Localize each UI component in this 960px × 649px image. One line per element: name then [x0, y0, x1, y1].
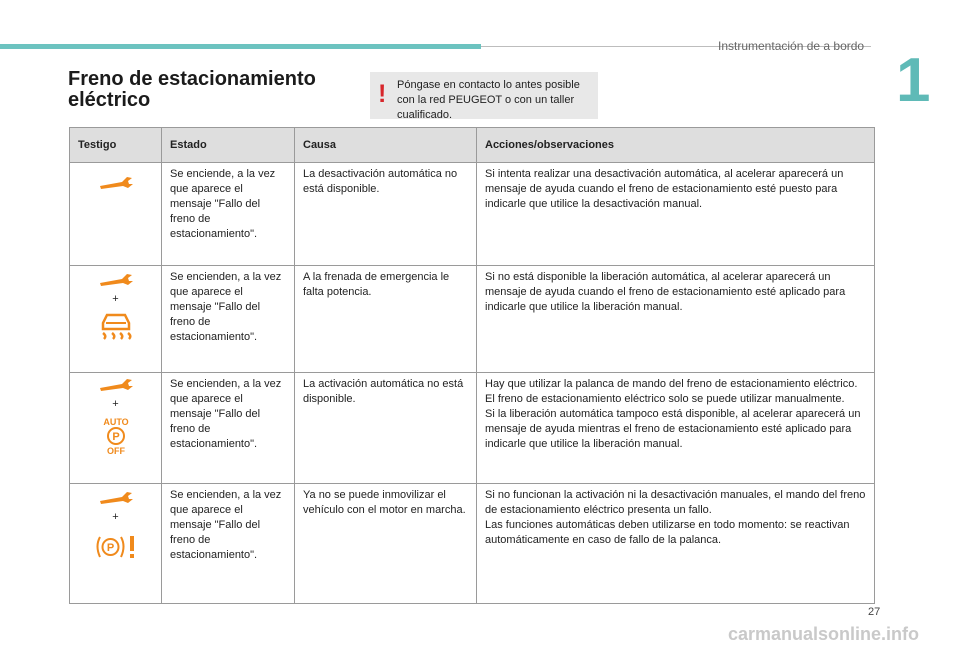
causa-cell: Ya no se puede inmovilizar el vehículo con el motor en marcha. — [295, 484, 477, 604]
plus-sign: + — [112, 398, 119, 410]
plus-sign: + — [112, 293, 119, 305]
causa-cell: La activación automática no está disponible. — [295, 373, 477, 484]
wrench-icon — [98, 490, 134, 506]
table-row — [70, 373, 875, 484]
exclamation-icon: ! — [378, 80, 387, 108]
parking-brake-fault-icon — [94, 533, 138, 561]
accion-line: Si no funcionan la activación ni la desactivación manuales, el mando del freno de estacionamiento eléctrico presenta un fallo. — [485, 489, 866, 516]
accion-line: Si intenta realizar una desactivación automática, al acelerar aparecerá un mensaje de ayuda cuando el freno de estacionamiento esté puesto para indicarle que utilice la desactivación manual. — [485, 168, 844, 210]
causa-cell: La desactivación automática no está disponible. — [295, 163, 477, 266]
warning-text: Póngase en contacto lo antes posible con la red PEUGEOT o con un taller cualificado. — [397, 79, 580, 121]
estado-cell: Se encienden, a la vez que aparece el mensaje "Fallo del freno de estacionamiento". — [162, 266, 295, 373]
causa-cell: A la frenada de emergencia le falta potencia. — [295, 266, 477, 373]
accion-line: Hay que utilizar la palanca de mando del freno de estacionamiento eléctrico. — [485, 378, 858, 390]
auto-p-off-icon — [98, 416, 134, 456]
svg-text:OFF: OFF — [106, 446, 125, 456]
header-acciones: Acciones/observaciones — [477, 128, 875, 163]
header-estado: Estado — [162, 128, 295, 163]
page-title: Freno de estacionamiento eléctrico — [68, 68, 316, 111]
acciones-cell — [477, 163, 875, 266]
header-causa: Causa — [295, 128, 477, 163]
table-header-row — [70, 128, 875, 163]
accion-line: Si la liberación automática tampoco está disponible, al acelerar aparecerá un mensaje de ayuda mientras el freno de estacionamiento esté aplicado para indicarle que utilice la liberación manual. — [485, 408, 861, 450]
acciones-cell — [477, 266, 875, 373]
wrench-icon — [98, 272, 134, 288]
chapter-number: 1 — [896, 46, 931, 115]
header-testigo: Testigo — [70, 128, 162, 163]
svg-text:AUTO: AUTO — [102, 417, 129, 427]
estado-cell: Se enciende, a la vez que aparece el mensaje "Fallo del freno de estacionamiento". — [162, 163, 295, 266]
table-row — [70, 484, 875, 604]
wrench-icon — [98, 175, 134, 191]
accion-line: Las funciones automáticas deben utilizarse en todo momento: se reactivan automáticamente en caso de fallo de la palanca. — [485, 519, 850, 546]
estado-cell: Se encienden, a la vez que aparece el mensaje "Fallo del freno de estacionamiento". — [162, 373, 295, 484]
header-accent-bar — [0, 44, 481, 49]
warning-box — [370, 72, 598, 119]
estado-cell: Se encienden, a la vez que aparece el mensaje "Fallo del freno de estacionamiento". — [162, 484, 295, 604]
table-row — [70, 163, 875, 266]
testigo-cell — [70, 266, 162, 373]
testigo-cell — [70, 484, 162, 604]
table-row — [70, 266, 875, 373]
svg-text:P: P — [111, 431, 120, 443]
watermark: carmanualsonline.info — [728, 624, 920, 644]
skid-car-icon — [98, 311, 134, 341]
page-number: 27 — [868, 606, 881, 618]
acciones-cell — [477, 484, 875, 604]
svg-text:P: P — [106, 542, 114, 554]
testigo-cell — [70, 163, 162, 266]
accion-line: Si no está disponible la liberación automática, al acelerar aparecerá un mensaje de ayuda cuando el freno de estacionamiento esté aplicado para indicarle que utilice la liberación manual. — [485, 271, 846, 313]
acciones-cell — [477, 373, 875, 484]
warning-lights-table — [69, 127, 875, 604]
chapter-title: Instrumentación de a bordo — [718, 39, 865, 53]
testigo-cell — [70, 373, 162, 484]
accion-line: El freno de estacionamiento eléctrico solo se puede utilizar manualmente. — [485, 393, 845, 405]
plus-sign: + — [112, 511, 119, 523]
wrench-icon — [98, 377, 134, 393]
